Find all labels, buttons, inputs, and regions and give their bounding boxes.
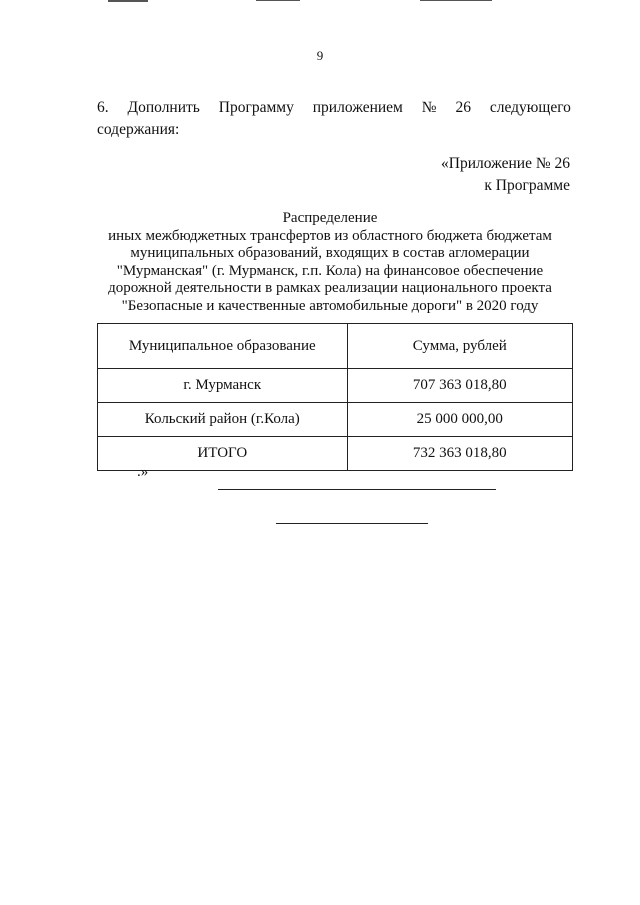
page-number: 9	[316, 48, 324, 63]
table-header-cell: Сумма, рублей	[347, 324, 572, 369]
document-title	[90, 210, 570, 315]
table-total-amount: 732 363 018,80	[347, 437, 572, 471]
separator-line-short	[276, 523, 428, 524]
table-row	[98, 369, 573, 403]
paragraph-word: Дополнить	[127, 99, 200, 116]
table-row	[98, 403, 573, 437]
table-header-row	[98, 324, 573, 369]
paragraph-line-1	[97, 97, 571, 119]
appendix-reference-line: к Программе	[484, 177, 570, 194]
closing-quote: .»	[137, 464, 149, 480]
paragraph-word: 6.	[97, 99, 109, 116]
title-line: иных межбюджетных трансфертов из областного бюджета бюджетам	[108, 227, 552, 244]
title-line: "Безопасные и качественные автомобильные дороги" в 2020 году	[121, 297, 539, 314]
table-cell-amount: 25 000 000,00	[347, 403, 572, 437]
title-line: дорожной деятельности в рамках реализации национального проекта	[108, 280, 552, 296]
paragraph-line-2: содержания:	[97, 121, 180, 138]
table-cell-amount: 707 363 018,80	[347, 369, 572, 403]
title-line: муниципальных образований, входящих в состав агломерации	[130, 245, 530, 261]
scan-edge-mark-right	[420, 0, 492, 1]
scan-edge-mark-left	[108, 0, 148, 2]
table-total-label: ИТОГО	[98, 437, 348, 471]
table-cell-municipality: Кольский район (г.Кола)	[98, 403, 348, 437]
paragraph-word: Программу	[218, 99, 294, 116]
title-line: "Мурманская" (г. Мурманск, г.п. Кола) на финансовое обеспечение	[116, 262, 544, 279]
distribution-table	[97, 323, 573, 471]
paragraph-word: приложением	[312, 99, 403, 116]
separator-line-long	[218, 489, 496, 490]
table-header-cell: Муниципальное образование	[98, 324, 348, 369]
paragraph-word: №	[421, 99, 437, 116]
paragraph-word: 26	[455, 99, 471, 116]
table-total-row	[98, 437, 573, 471]
table-cell-municipality: г. Мурманск	[98, 369, 348, 403]
scan-edge-mark-center	[256, 0, 300, 1]
appendix-reference-line: «Приложение № 26	[441, 155, 570, 172]
paragraph-word: следующего	[489, 99, 571, 116]
title-heading: Распределение	[282, 210, 378, 226]
appendix-reference	[441, 153, 570, 197]
